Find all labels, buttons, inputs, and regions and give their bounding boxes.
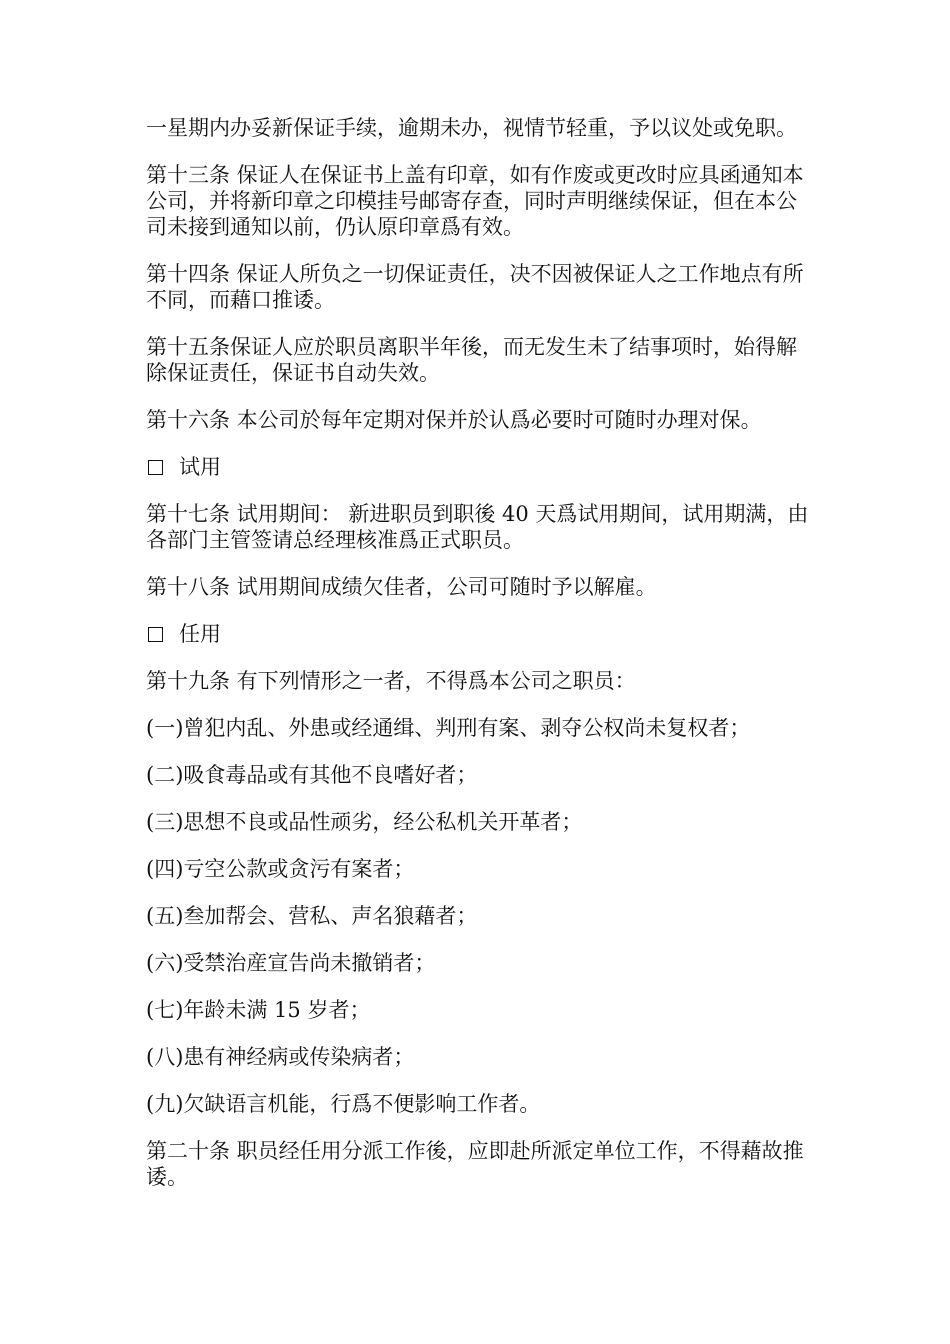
checkbox-square-icon	[148, 460, 163, 475]
article-16: 第十六条 本公司於每年定期对保并於认爲必要时可随时办理对保。	[146, 408, 762, 432]
list-item: (六)受禁治産宣告尚未撤销者；	[146, 951, 436, 975]
article-17: 第十七条 试用期间： 新进职员到职後 40 天爲试用期间，试用期满，由各部门主管签请总经理核准爲正式职员。	[146, 502, 809, 552]
list-item: (五)叁加帮会、营私、声名狼藉者；	[146, 904, 478, 928]
checkbox-square-icon	[148, 627, 163, 642]
list-item: (九)欠缺语言机能，行爲不便影响工作者。	[146, 1092, 541, 1116]
article-20: 第二十条 职员经任用分派工作後，应即赴所派定单位工作，不得藉故推诿。	[146, 1139, 804, 1189]
list-item: (二)吸食毒品或有其他不良嗜好者；	[146, 763, 478, 787]
document-page	[146, 115, 816, 1190]
section-heading-trial	[146, 454, 816, 480]
list-item: (一)曾犯内乱、外患或经通缉、判刑有案、剥夺公权尚未复权者；	[146, 716, 751, 740]
article-13: 第十三条 保证人在保证书上盖有印章，如有作废或更改时应具函通知本公司，并将新印章之印模挂号邮寄存查，同时声明继续保证，但在本公司未接到通知以前，仍认原印章爲有效。	[146, 163, 804, 239]
paragraph-continuation: 一星期内办妥新保证手续，逾期未办，视情节轻重，予以议处或免职。	[146, 116, 797, 140]
section-heading-hire	[146, 621, 816, 647]
list-item: (四)亏空公款或贪污有案者；	[146, 857, 415, 881]
article-14: 第十四条 保证人所负之一切保证责任，决不因被保证人之工作地点有所不同，而藉口推诿。	[146, 262, 804, 312]
section-title-hire: 任用	[179, 622, 221, 646]
list-item: (三)思想不良或品性顽劣，经公私机关开革者；	[146, 810, 583, 834]
section-title-trial: 试用	[179, 455, 221, 479]
article-19: 第十九条 有下列情形之一者，不得爲本公司之职员：	[146, 669, 636, 693]
article-18: 第十八条 试用期间成绩欠佳者，公司可随时予以解雇。	[146, 575, 657, 599]
list-item: (八)患有神经病或传染病者；	[146, 1045, 415, 1069]
article-15: 第十五条保证人应於职员离职半年後，而无发生未了结事项时，始得解除保证责任，保证书自动失效。	[146, 335, 797, 385]
list-item: (七)年龄未满 15 岁者；	[146, 998, 371, 1022]
